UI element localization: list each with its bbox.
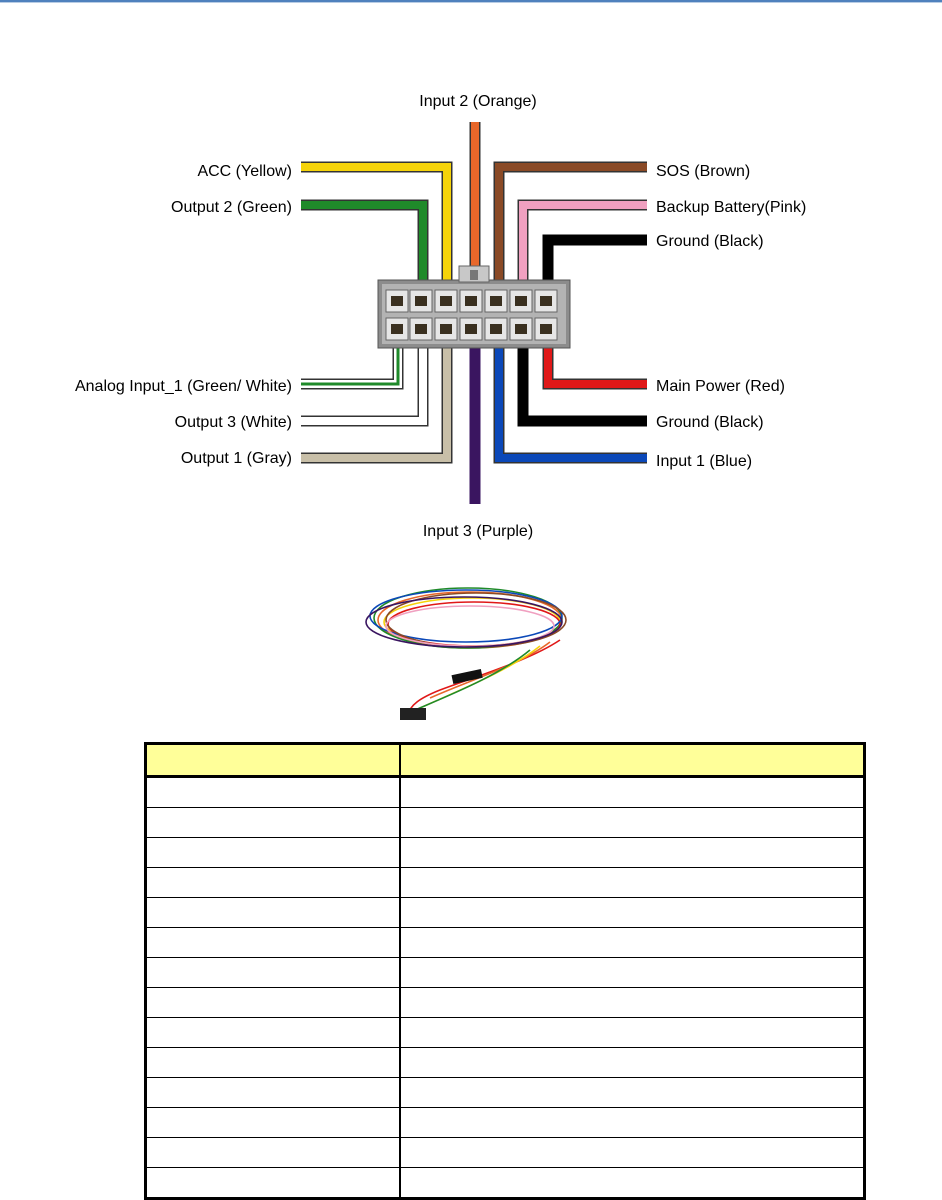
table-row [146, 958, 865, 988]
table-row [146, 868, 865, 898]
wiring-diagram [0, 0, 942, 560]
connector-pin-hole [415, 296, 427, 306]
table-cell [400, 808, 865, 838]
connector-pin-hole [490, 324, 502, 334]
table-cell [146, 1048, 400, 1078]
wire-output2-green [301, 205, 423, 285]
table-cell [400, 958, 865, 988]
cable-harness-image [360, 580, 600, 730]
table-cell [146, 1108, 400, 1138]
wire-main-power-red [548, 345, 647, 384]
table-cell [146, 1018, 400, 1048]
table-row [146, 928, 865, 958]
table-cell [400, 1018, 865, 1048]
table-cell [146, 808, 400, 838]
table-cell [400, 1138, 865, 1168]
label-output2: Output 2 (Green) [171, 199, 292, 216]
label-input3: Input 3 (Purple) [422, 523, 534, 540]
table-row [146, 1138, 865, 1168]
connector-pin-hole [391, 324, 403, 334]
table-cell [400, 868, 865, 898]
table-row [146, 777, 865, 808]
table-header-cell [400, 744, 865, 777]
table-cell [400, 1108, 865, 1138]
label-main-power: Main Power (Red) [656, 378, 785, 395]
connector-pin-hole [440, 324, 452, 334]
table-header-cell [146, 744, 400, 777]
connector-14pin [378, 266, 570, 348]
table-cell [400, 1048, 865, 1078]
table-row [146, 1108, 865, 1138]
label-ground-top: Ground (Black) [656, 233, 764, 250]
connector-pin-hole [440, 296, 452, 306]
table-cell [146, 777, 400, 808]
label-output3: Output 3 (White) [174, 414, 292, 431]
table-cell [146, 898, 400, 928]
connector-pin-hole [465, 296, 477, 306]
label-acc: ACC (Yellow) [197, 163, 292, 180]
table-cell [400, 1078, 865, 1108]
table-header-row [146, 744, 865, 777]
table-row [146, 808, 865, 838]
label-input2: Input 2 (Orange) [419, 93, 537, 110]
table-cell [400, 838, 865, 868]
table-row [146, 838, 865, 868]
pin-definition-table [144, 742, 866, 1200]
table-cell [146, 1078, 400, 1108]
label-ground-bottom: Ground (Black) [656, 414, 764, 431]
connector-pin-hole [515, 296, 527, 306]
table-cell [146, 958, 400, 988]
wire-analog-green-white [301, 345, 398, 384]
label-sos: SOS (Brown) [656, 163, 751, 180]
table-cell [400, 777, 865, 808]
table-row [146, 1078, 865, 1108]
label-input1: Input 1 (Blue) [656, 453, 753, 470]
connector-pin-hole [391, 296, 403, 306]
table-cell [400, 928, 865, 958]
table-cell [146, 1138, 400, 1168]
connector-pin-hole [540, 296, 552, 306]
table-row [146, 898, 865, 928]
table-cell [146, 838, 400, 868]
table-row [146, 1048, 865, 1078]
label-backup-battery: Backup Battery(Pink) [656, 199, 807, 216]
label-analog-input1: Analog Input_1 (Green/ White) [74, 378, 292, 395]
table-cell [146, 988, 400, 1018]
table-cell [400, 988, 865, 1018]
table-cell [146, 928, 400, 958]
table-cell [400, 898, 865, 928]
connector-pin-hole [540, 324, 552, 334]
connector-pin-hole [490, 296, 502, 306]
wire-ground-top-black [548, 240, 647, 285]
connector-pin-hole [415, 324, 427, 334]
label-output1: Output 1 (Gray) [180, 450, 292, 467]
connector-pin-hole [465, 324, 477, 334]
table-row [146, 1018, 865, 1048]
table-cell [146, 868, 400, 898]
table-row [146, 988, 865, 1018]
connector-pin-hole [515, 324, 527, 334]
